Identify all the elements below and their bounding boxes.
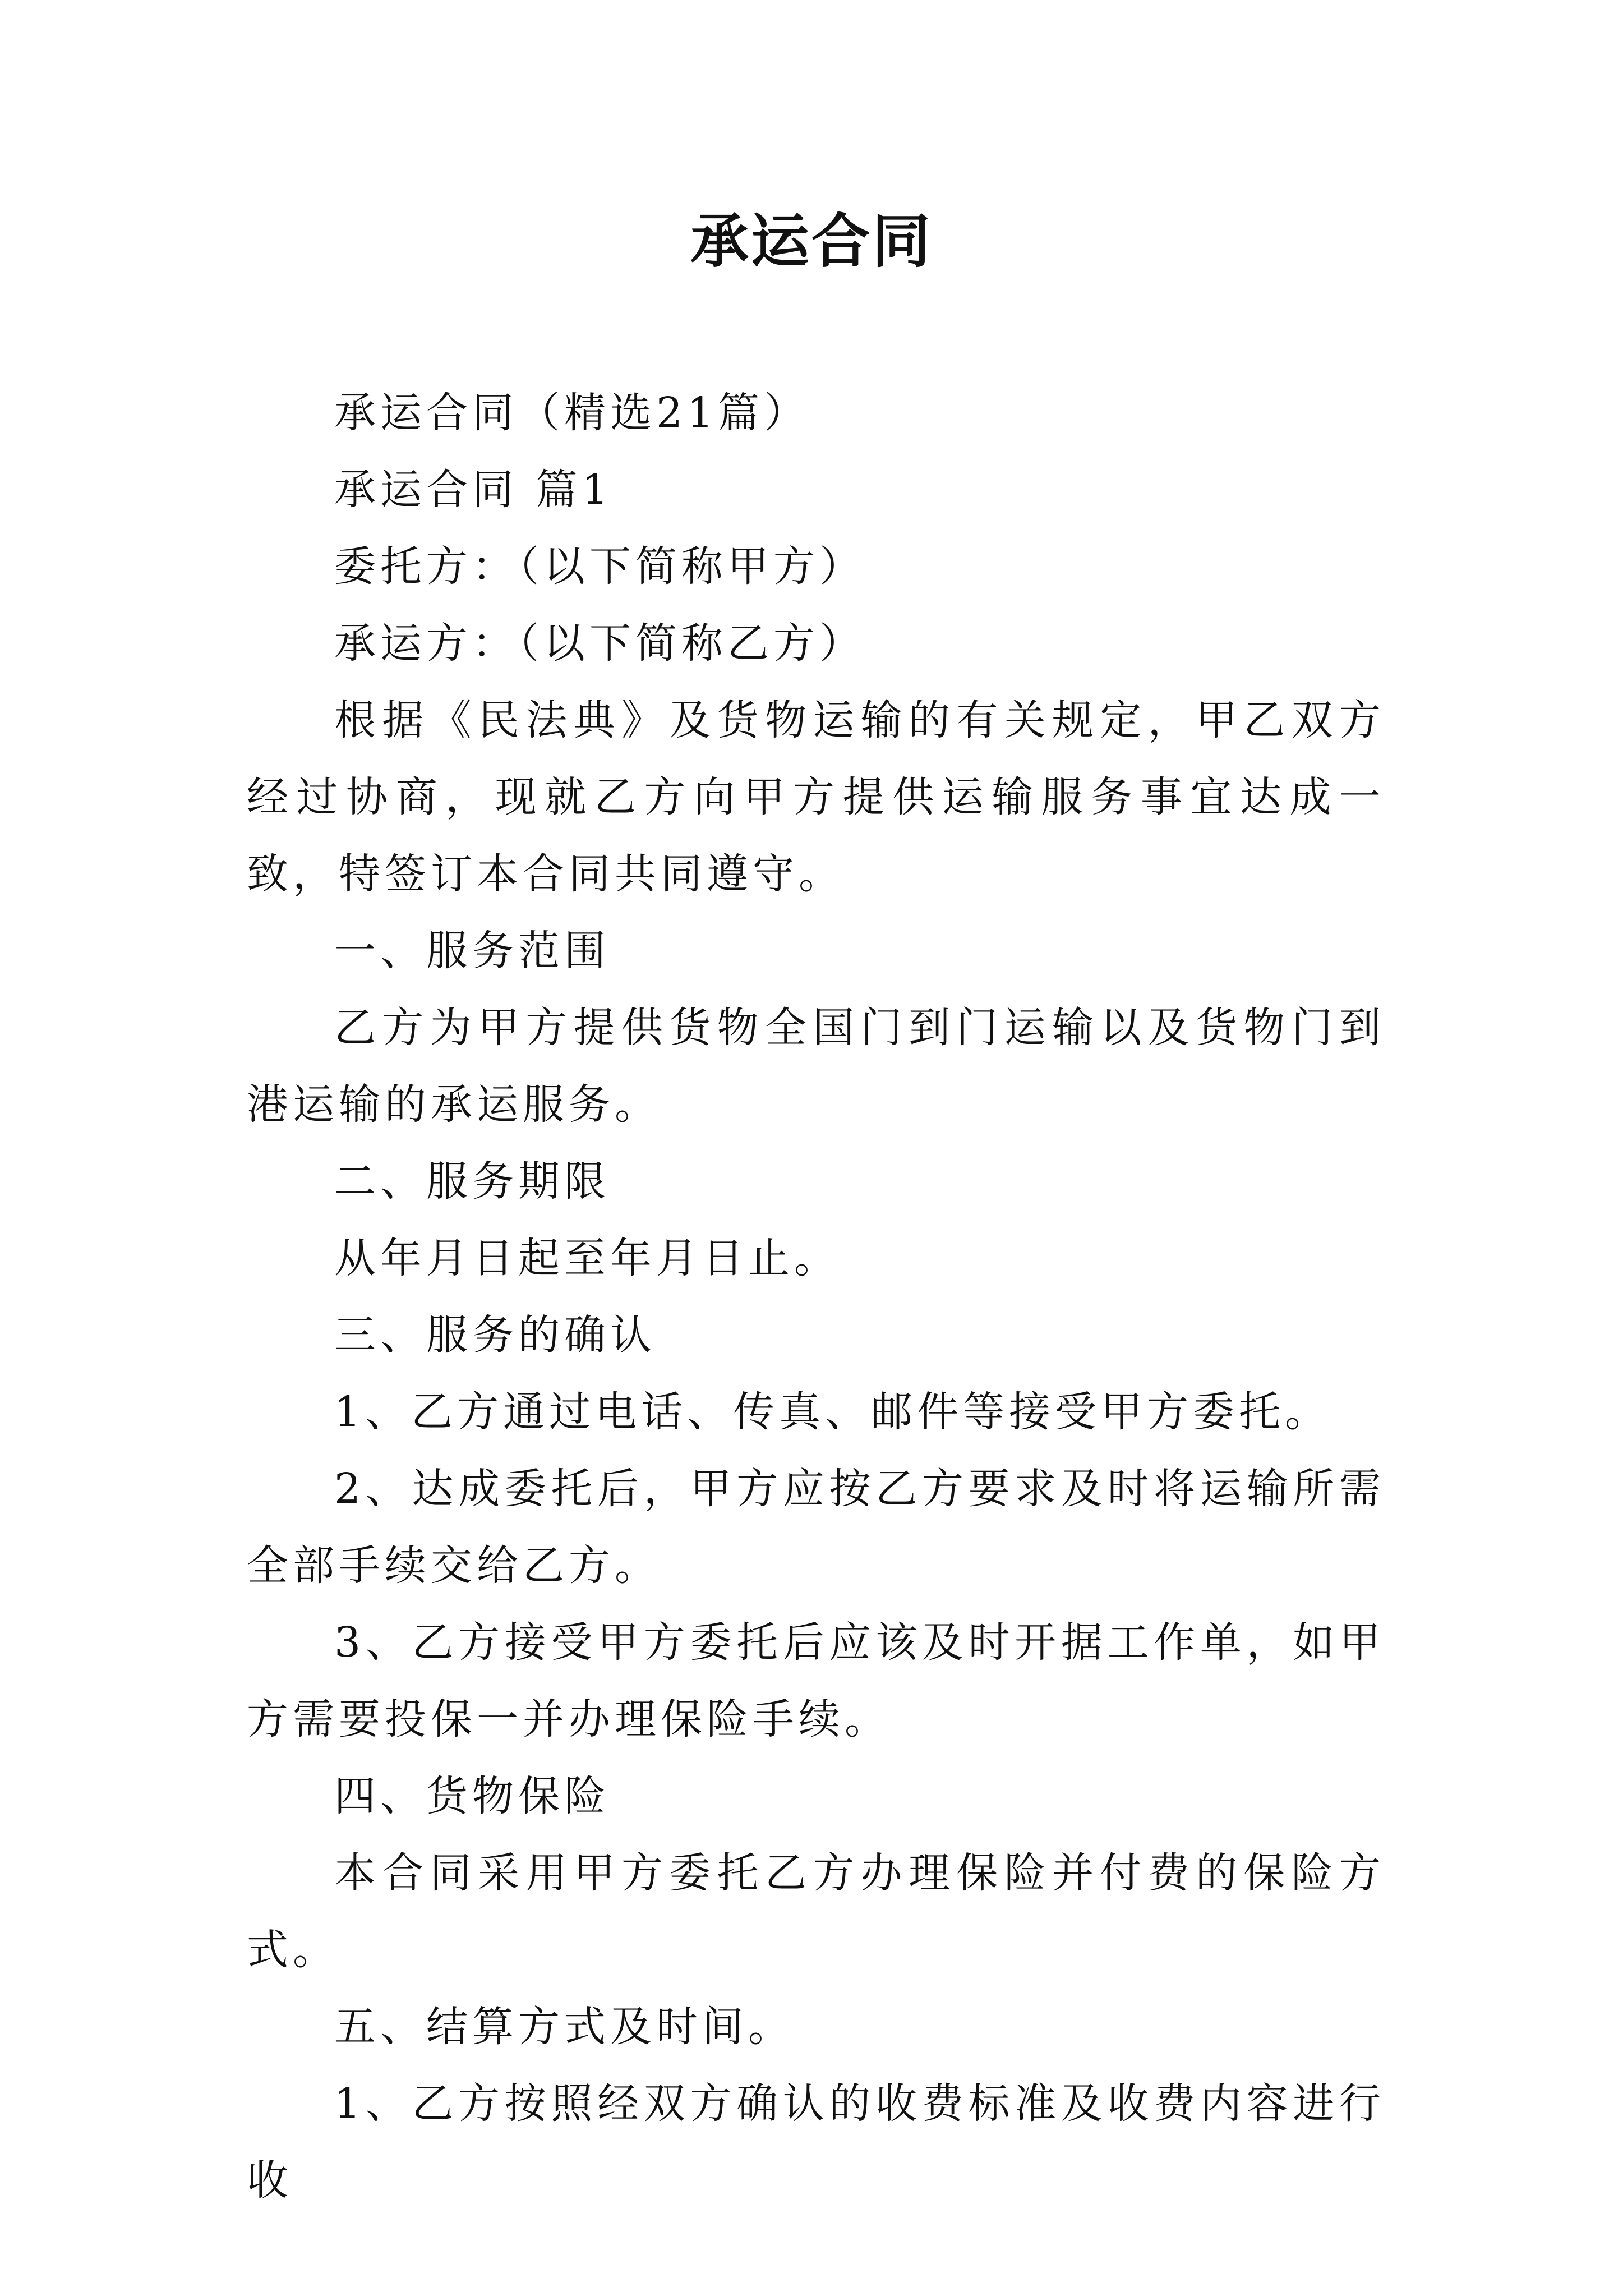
paragraph-preamble: 根据《民法典》及货物运输的有关规定，甲乙双方经过协商，现就乙方向甲方提供运输服务事宜达成一致，特签订本合同共同遵守。 (247, 696, 1385, 898)
paragraph-cargo-insurance: 本合同采用甲方委托乙方办理保险并付费的保险方式。 (247, 1849, 1385, 1974)
paragraph-client-party: 委托方：（以下简称甲方） (334, 542, 865, 591)
paragraph-carrier-party: 承运方：（以下简称乙方） (334, 619, 865, 668)
clause-confirmation-1: 1、乙方通过电话、传真、邮件等接受甲方委托。 (334, 1388, 1331, 1436)
section-heading-cargo-insurance: 四、货物保险 (334, 1772, 610, 1820)
section-heading-settlement: 五、结算方式及时间。 (334, 2003, 794, 2051)
clause-confirmation-3: 3、乙方接受甲方委托后应该及时开据工作单，如甲方需要投保一并办理保险手续。 (247, 1618, 1385, 1743)
section-heading-service-confirmation: 三、服务的确认 (334, 1311, 656, 1359)
section-heading-service-scope: 一、服务范围 (334, 927, 610, 975)
paragraph-collection-title: 承运合同（精选21篇） (334, 389, 810, 437)
paragraph-service-scope: 乙方为甲方提供货物全国门到门运输以及货物门到港运输的承运服务。 (247, 1004, 1385, 1129)
paragraph-service-term: 从年月日起至年月日止。 (334, 1234, 840, 1282)
document-body (247, 375, 1385, 2219)
clause-confirmation-2: 2、达成委托后，甲方应按乙方要求及时将运输所需全部手续交给乙方。 (247, 1465, 1385, 1590)
document-title: 承运合同 (690, 207, 933, 275)
clause-settlement-1: 1、乙方按照经双方确认的收费标准及收费内容进行收 (247, 2079, 1385, 2205)
section-heading-service-term: 二、服务期限 (334, 1157, 610, 1205)
paragraph-chapter-heading: 承运合同 篇1 (334, 466, 613, 514)
